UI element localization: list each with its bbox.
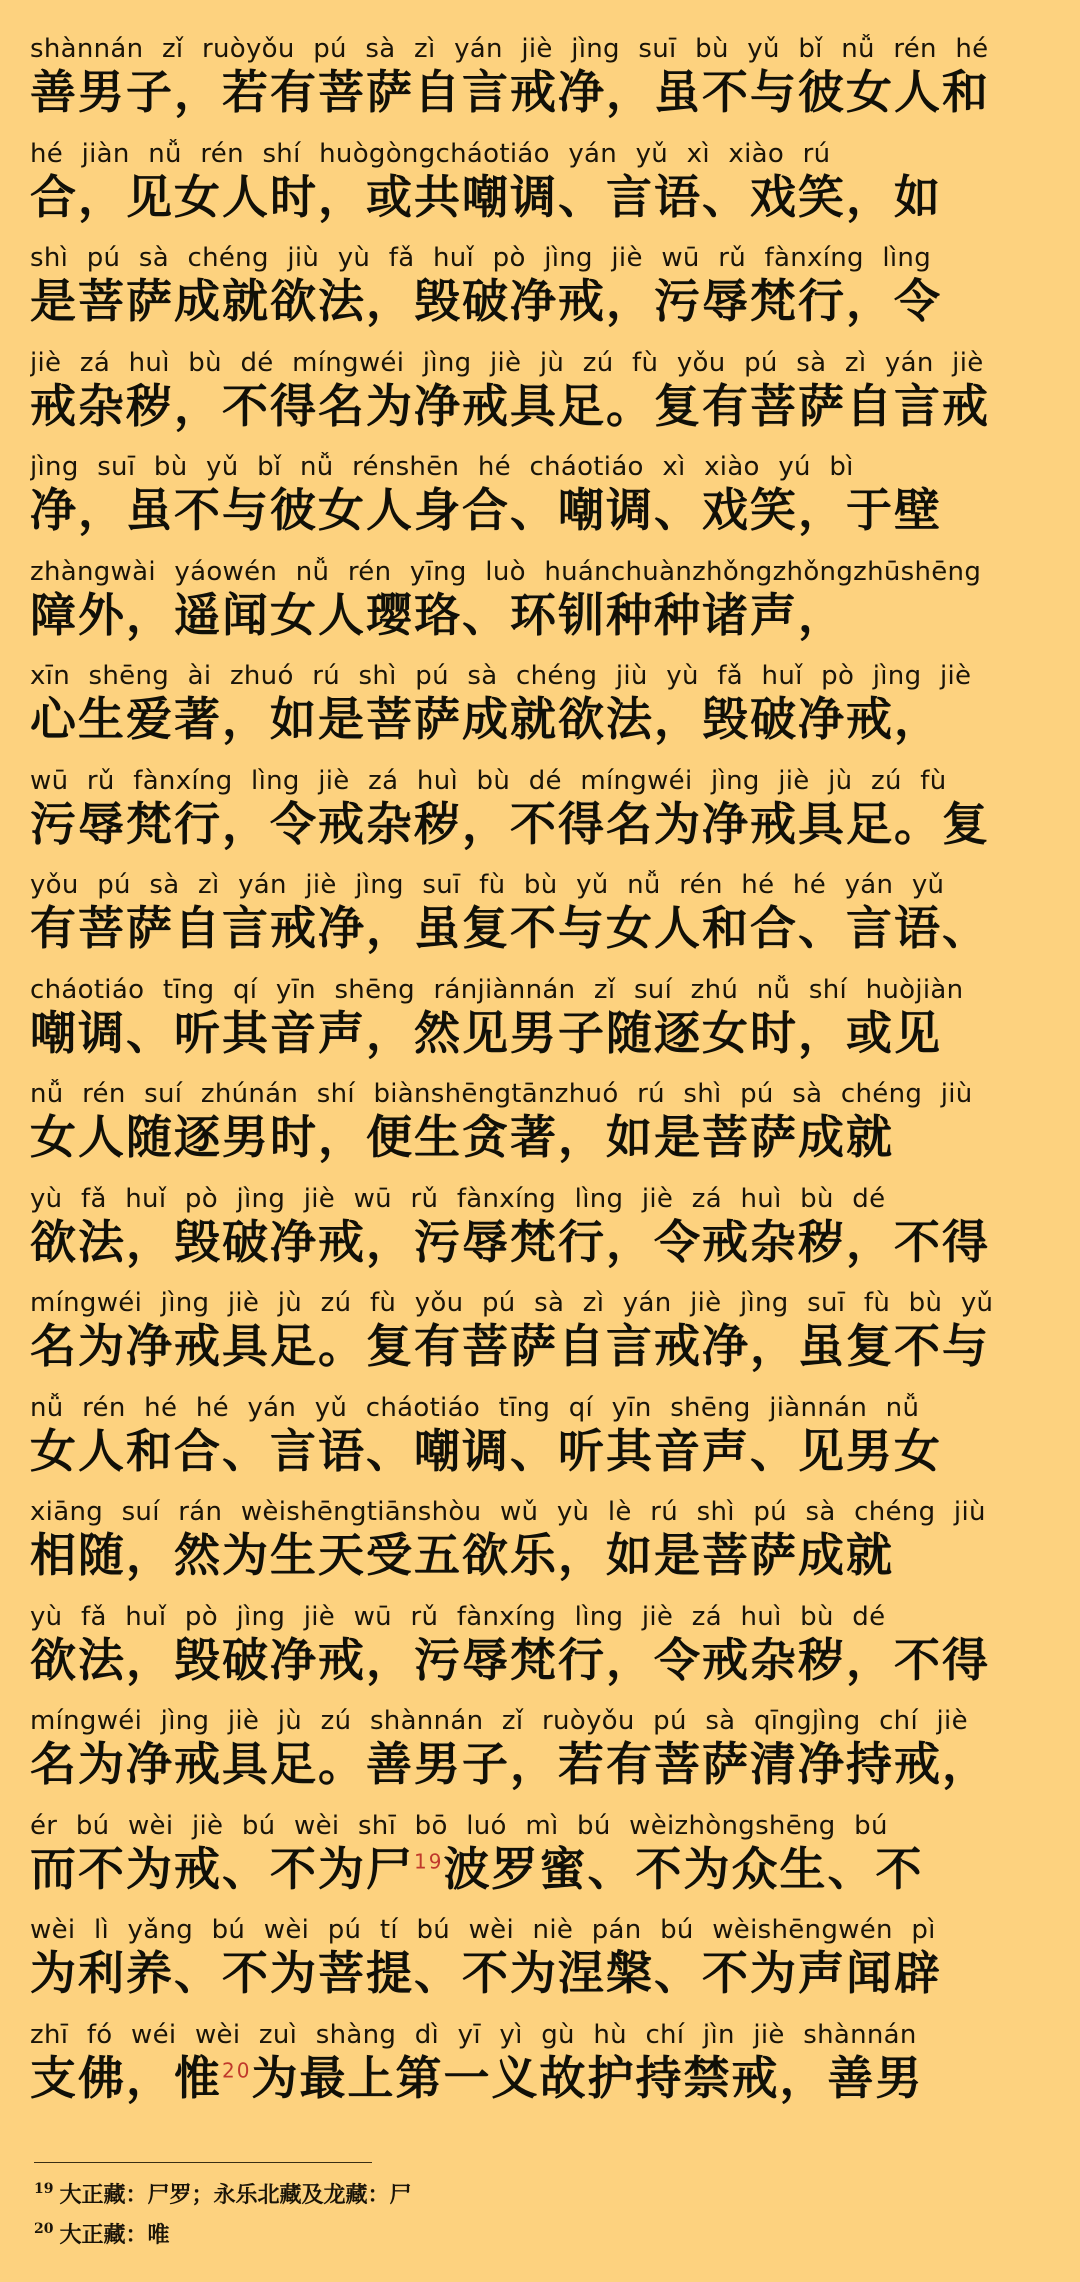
text-line-11 [30,1079,1050,1184]
pinyin-line: míngwéi jìng jiè jù zú shànnán zǐ ruòyǒu pú sà qīngjìng chí jiè [30,1706,968,1736]
hanzi-line [30,2050,1050,2106]
pinyin-line: hé jiàn nǚ rén shí huògòngcháotiáo yán yǔ xì xiào rú [30,138,831,169]
footnote-divider [34,2162,372,2163]
text-line-3 [30,243,1050,348]
text-line-10 [30,975,1050,1080]
footnote-ref-20[interactable]: 20 [222,2058,252,2083]
text-line-9 [30,870,1050,975]
hanzi-line: 女人随逐男时，便生贪著，如是菩萨成就 [30,1110,894,1164]
footnote-text: 大正藏：尸罗；永乐北藏及龙藏：尸 [59,2182,412,2208]
hanzi-segment: 而不为戒、不为尸 [30,1841,414,1896]
hanzi-line: 净，虽不与彼女人身合、嘲调、戏笑，于壁 [30,483,942,537]
hanzi-line: 名为净戒具足。复有菩萨自言戒净，虽复不与 [30,1319,990,1373]
hanzi-line: 心生爱著，如是菩萨成就欲法，毁破净戒， [30,692,942,746]
hanzi-line: 欲法，毁破净戒，污辱梵行，令戒杂秽，不得 [30,1632,990,1687]
hanzi-line [30,1841,1050,1897]
pinyin-line: shànnán zǐ ruòyǒu pú sà zì yán jiè jìng suī bù yǔ bǐ nǚ rén hé [30,34,989,64]
pinyin-line: nǚ rén suí zhúnán shí biànshēngtānzhuó rú shì pú sà chéng jiù [30,1079,973,1109]
text-line-19 [30,1915,1050,2020]
text-line-17 [30,1706,1050,1811]
pinyin-line: yù fǎ huǐ pò jìng jiè wū rǔ fànxíng lìng jiè zá huì bù dé [30,1601,886,1632]
pinyin-line: yǒu pú sà zì yán jiè jìng suī fù bù yǔ nǚ rén hé hé yán yǔ [30,870,945,900]
hanzi-line: 欲法，毁破净戒，污辱梵行，令戒杂秽，不得 [30,1214,990,1269]
pinyin-line: yù fǎ huǐ pò jìng jiè wū rǔ fànxíng lìng jiè zá huì bù dé [30,1183,886,1214]
hanzi-line: 障外，遥闻女人璎珞、环钏种种诸声， [30,587,846,642]
hanzi-line: 污辱梵行，令戒杂秽，不得名为净戒具足。复 [30,796,990,851]
footnote-number: 20 [34,2221,54,2237]
pinyin-line: míngwéi jìng jiè jù zú fù yǒu pú sà zì yán jiè jìng suī fù bù yǔ [30,1288,994,1318]
hanzi-line: 嘲调、听其音声，然见男子随逐女时，或见 [30,1005,942,1060]
hanzi-line: 女人和合、言语、嘲调、听其音声、见男女 [30,1423,942,1478]
pinyin-line: jìng suī bù yǔ bǐ nǚ rénshēn hé cháotiáo xì xiào yú bì [30,452,854,482]
text-line-15 [30,1497,1050,1602]
pinyin-line: jiè zá huì bù dé míngwéi jìng jiè jù zú fù yǒu pú sà zì yán jiè [30,347,984,378]
footnotes [34,2172,1034,2252]
hanzi-segment: 波罗蜜、不为众生、不 [443,1841,924,1896]
footnote-ref-19[interactable]: 19 [414,1849,444,1874]
footnote-19 [34,2172,1034,2212]
pinyin-line: zhī fó wéi wèi zuì shàng dì yī yì gù hù chí jìn jiè shànnán [30,2019,917,2050]
pinyin-line: nǚ rén hé hé yán yǔ cháotiáo tīng qí yīn shēng jiànnán nǚ [30,1392,920,1423]
hanzi-segment: 为最上第一义故护持禁戒，善男 [251,2050,924,2105]
pinyin-line: wèi lì yǎng bú wèi pú tí bú wèi niè pán bú wèishēngwén pì [30,1915,936,1945]
hanzi-line: 名为净戒具足。善男子，若有菩萨清净持戒， [30,1737,990,1791]
hanzi-line: 是菩萨成就欲法，毁破净戒，污辱梵行，令 [30,274,942,328]
pinyin-line: ér bú wèi jiè bú wèi shī bō luó mì bú wèizhòngshēng bú [30,1810,888,1841]
pinyin-line: xīn shēng ài zhuó rú shì pú sà chéng jiù yù fǎ huǐ pò jìng jiè [30,661,972,691]
text-line-6 [30,557,1050,662]
hanzi-line: 有菩萨自言戒净，虽复不与女人和合、言语、 [30,901,990,955]
pinyin-line: cháotiáo tīng qí yīn shēng ránjiànnán zǐ suí zhú nǚ shí huòjiàn [30,974,964,1005]
footnote-text: 大正藏：唯 [59,2222,170,2248]
hanzi-line: 善男子，若有菩萨自言戒净，虽不与彼女人和 [30,65,990,119]
text-line-18 [30,1811,1050,1916]
text-line-14 [30,1393,1050,1498]
text-line-5 [30,452,1050,557]
text-line-16 [30,1602,1050,1707]
hanzi-line: 为利养、不为菩提、不为涅槃、不为声闻辟 [30,1946,942,2000]
text-line-12 [30,1184,1050,1289]
hanzi-segment: 支佛，惟 [30,2050,222,2105]
pinyin-line: zhàngwài yáowén nǚ rén yīng luò huánchuànzhǒngzhǒngzhūshēng [30,556,982,587]
pinyin-line: xiāng suí rán wèishēngtiānshòu wǔ yù lè rú shì pú sà chéng jiù [30,1497,986,1527]
footnote-20 [34,2212,1034,2252]
text-line-2 [30,139,1050,244]
text-line-8 [30,766,1050,871]
footnote-number: 19 [34,2181,54,2197]
text-line-20 [30,2020,1050,2125]
pinyin-line: shì pú sà chéng jiù yù fǎ huǐ pò jìng jiè wū rǔ fànxíng lìng [30,243,932,273]
text-line-13 [30,1288,1050,1393]
text-line-4 [30,348,1050,453]
text-line-7 [30,661,1050,766]
hanzi-line: 相随，然为生天受五欲乐，如是菩萨成就 [30,1528,894,1582]
hanzi-line: 合，见女人时，或共嘲调、言语、戏笑，如 [30,169,942,224]
hanzi-line: 戒杂秽，不得名为净戒具足。复有菩萨自言戒 [30,378,990,433]
text-line-1 [30,34,1050,139]
pinyin-line: wū rǔ fànxíng lìng jiè zá huì bù dé míngwéi jìng jiè jù zú fù [30,765,947,796]
